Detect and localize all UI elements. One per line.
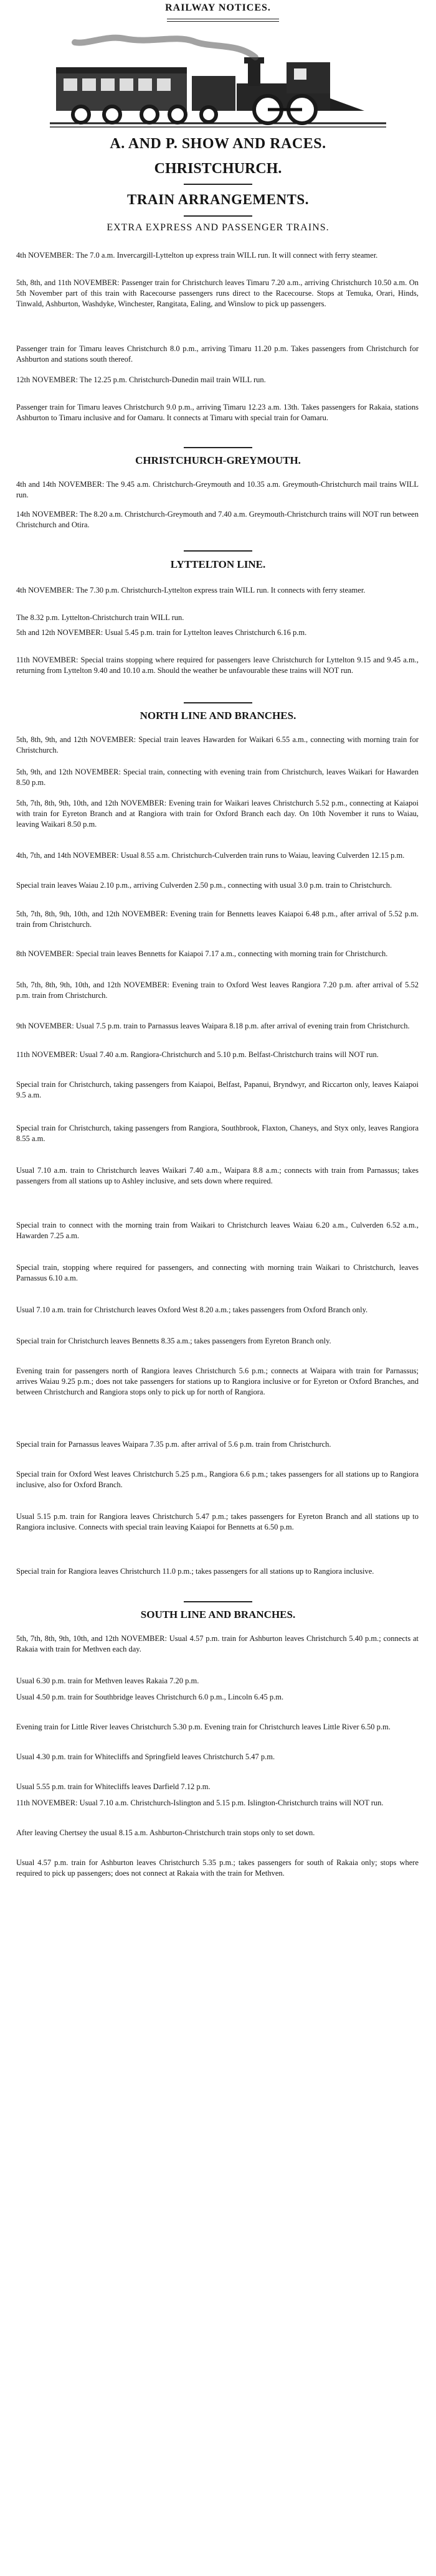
notice-paragraph: The 8.32 p.m. Lyttelton-Christchurch train WILL run. — [16, 613, 184, 622]
notice-paragraph: Special train for Christchurch, taking passengers from Kaiapoi, Belfast, Papanui, Bryndwyr, and Riccarton only, leaves Kaiapoi 9.5 a.m. — [16, 1080, 419, 1100]
notice-paragraph: 8th NOVEMBER: Special train leaves Bennetts for Kaiapoi 7.17 a.m., connecting with morning train for Christchurch. — [16, 949, 388, 958]
notice-paragraph: 4th and 14th NOVEMBER: The 9.45 a.m. Christchurch-Greymouth and 10.35 a.m. Greymouth-Christchurch mail trains WILL run. — [16, 480, 419, 500]
notice-paragraph: Usual 4.30 p.m. train for Whitecliffs and Springfield leaves Christchurch 5.47 p.m. — [16, 1752, 275, 1761]
notice-paragraph: Usual 4.57 p.m. train for Ashburton leaves Christchurch 5.35 p.m.; takes passengers for south of Rakaia only; stops where required to pick up passengers; does not connect at Rakaia with the train for Methven. — [16, 1858, 419, 1878]
notice-paragraph: 4th, 7th, and 14th NOVEMBER: Usual 8.55 a.m. Christchurch-Culverden train runs to Waiau, leaving Culverden 12.15 p.m. — [16, 851, 405, 860]
notice-paragraph: Special train to connect with the morning train from Waikari to Christchurch leaves Waiau 6.20 a.m., Culverden 6.52 a.m., Hawarden 7.25 a.m. — [16, 1221, 419, 1241]
notice-paragraph: 14th NOVEMBER: The 8.20 a.m. Christchurch-Greymouth and 7.40 a.m. Greymouth-Christchurch trains will NOT run between Christchurch and Otira. — [16, 510, 419, 530]
section-south: SOUTH LINE AND BRANCHES. — [140, 1609, 296, 1620]
notice-paragraph: 5th, 8th, and 11th NOVEMBER: Passenger train for Christchurch leaves Timaru 7.20 a.m., arriving Christchurch 10.50 a.m. On 5th November part of this train with Racecourse passengers runs direct to the Racecourse. Stops at Temuka, Orari, Hinds, Tinwald, Ashburton, Washdyke, Winchester, Rangitata, Ealing, and Winslow to pick up passengers. — [16, 278, 419, 309]
steam-train-illustration — [50, 30, 386, 129]
notice-paragraph: Special train for Christchurch leaves Bennetts 8.35 a.m.; takes passengers from Eyreton Branch only. — [16, 1337, 331, 1345]
notice-paragraph: Special train leaves Waiau 2.10 p.m., arriving Culverden 2.50 p.m., connecting with usual 3.0 p.m. train to Christchurch. — [16, 881, 392, 890]
notice-paragraph: 12th NOVEMBER: The 12.25 p.m. Christchurch-Dunedin mail train WILL run. — [16, 375, 266, 384]
notice-paragraph: Special train for Christchurch, taking passengers from Rangiora, Southbrook, Flaxton, Chaneys, and Styx only, leaves Rangiora 8.55 a.m. — [16, 1124, 419, 1144]
notice-paragraph: 11th NOVEMBER: Special trains stopping where required for passengers leave Christchurch for Lyttelton 9.15 and 9.45 a.m., returning from Lyttelton 9.40 and 10.10 a.m. Should the weather be unfavourable these trains will NOT run. — [16, 656, 419, 675]
section-lyttelton: LYTTELTON LINE. — [170, 558, 266, 570]
notice-paragraph: 5th, 7th, 8th, 9th, 10th, and 12th NOVEMBER: Evening train to Oxford West leaves Rangiora 7.20 p.m. after arrival of 5.52 p.m. train from Christchurch. — [16, 980, 419, 1000]
notice-paragraph: Usual 4.50 p.m. train for Southbridge leaves Christchurch 6.0 p.m., Lincoln 6.45 p.m. — [16, 1693, 284, 1701]
notice-paragraph: 5th and 12th NOVEMBER: Usual 5.45 p.m. train for Lyttelton leaves Christchurch 6.16 p.m. — [16, 628, 307, 637]
notice-paragraph: Evening train for passengers north of Rangiora leaves Christchurch 5.6 p.m.; connects at Waipara with train for Parnassus; arrives Waiau 9.25 p.m.; does not take passengers for stations up to Rangiora inclusive or for Eyreton or Oxford Branches, and between Christchurch and Rangiora stops only to pick up for north of Rangiora. — [16, 1366, 419, 1397]
notice-paragraph: 4th NOVEMBER: The 7.30 p.m. Christchurch-Lyttelton express train WILL run. It connects with ferry steamer. — [16, 586, 366, 595]
notice-paragraph: Usual 5.55 p.m. train for Whitecliffs leaves Darfield 7.12 p.m. — [16, 1782, 211, 1791]
notice-paragraph: Usual 6.30 p.m. train for Methven leaves Rakaia 7.20 p.m. — [16, 1676, 199, 1685]
extra-trains-subtitle: EXTRA EXPRESS AND PASSENGER TRAINS. — [107, 222, 329, 233]
notice-paragraph: 5th, 7th, 8th, 9th, 10th, and 12th NOVEMBER: Usual 4.57 p.m. train for Ashburton leaves Christchurch 5.40 p.m.; connects at Rakaia with train for Methven each day. — [16, 1634, 419, 1654]
notice-paragraph: Passenger train for Timaru leaves Christchurch 9.0 p.m., arriving Timaru 12.23 a.m. 13th. Takes passengers for Rakaia, stations Ashburton to Timaru inclusive and for Oamaru. It connects at Timaru with special train for Oamaru. — [16, 403, 419, 423]
notice-paragraph: 9th NOVEMBER: Usual 7.5 p.m. train to Parnassus leaves Waipara 8.18 p.m. after arrival of evening train from Christchurch. — [16, 1022, 410, 1030]
notice-paragraph: Special train for Oxford West leaves Christchurch 5.25 p.m., Rangiora 6.6 p.m.; takes passengers for all stations up to Rangiora inclusive, also for Oxford Branch. — [16, 1470, 419, 1490]
heading-underline-2 — [167, 21, 279, 22]
notice-paragraph: 5th, 8th, 9th, and 12th NOVEMBER: Special train leaves Hawarden for Waikari 6.55 a.m., connecting with morning train for Christchurch. — [16, 735, 419, 755]
notice-paragraph: Evening train for Little River leaves Christchurch 5.30 p.m. Evening train for Christchurch leaves Little River 6.50 p.m. — [16, 1723, 391, 1731]
railway-notices-heading: RAILWAY NOTICES. — [165, 2, 271, 13]
train-arrangements-title: TRAIN ARRANGEMENTS. — [127, 192, 309, 207]
notice-paragraph: 11th NOVEMBER: Usual 7.40 a.m. Rangiora-Christchurch and 5.10 p.m. Belfast-Christchurch trains will NOT run. — [16, 1050, 379, 1059]
notice-paragraph: 5th, 7th, 8th, 9th, 10th, and 12th NOVEMBER: Evening train for Bennetts leaves Kaiapoi 6.48 p.m., after arrival of 5.52 p.m. train from Christchurch. — [16, 910, 419, 929]
notice-paragraph: Usual 7.10 a.m. train for Christchurch leaves Oxford West 8.20 a.m.; takes passengers from Oxford Branch only. — [16, 1305, 368, 1314]
christchurch-title: CHRISTCHURCH. — [154, 161, 282, 177]
notice-paragraph: Special train for Rangiora leaves Christchurch 11.0 p.m.; takes passengers for all stations up to Rangiora inclusive. — [16, 1567, 374, 1576]
section-greymouth: CHRISTCHURCH-GREYMOUTH. — [135, 454, 301, 466]
notice-paragraph: Usual 5.15 p.m. train for Rangiora leaves Christchurch 5.47 p.m.; takes passengers for Eyreton Branch and all stations up to Rangiora inclusive. Connects with special train leaving Kaiapoi for Bennetts at 6.50 p.m. — [16, 1512, 419, 1532]
notice-paragraph: 5th, 7th, 8th, 9th, 10th, and 12th NOVEMBER: Evening train for Waikari leaves Christchurch 5.52 p.m., connecting at Kaiapoi with train for Eyreton Branch and at Rangiora with train for Oxford Branch each day. On 10th November it runs to Waiau, leaving Waikari 8.50 p.m. — [16, 799, 419, 829]
notice-paragraph: Passenger train for Timaru leaves Christchurch 8.0 p.m., arriving Timaru 11.20 p.m. Takes passengers from Christchurch for Ashburton and stations south thereof. — [16, 344, 419, 364]
notice-paragraph: Usual 7.10 a.m. train to Christchurch leaves Waikari 7.40 a.m., Waipara 8.8 a.m.; connects with train from Parnassus; takes passengers from all stations up to Ashley inclusive, and sets down where required. — [16, 1166, 419, 1186]
show-races-title: A. AND P. SHOW AND RACES. — [110, 136, 326, 152]
notice-paragraph: Special train, stopping where required for passengers, and connecting with morning train Waikari to Christchurch, leaves Parnassus 6.10 a.m. — [16, 1263, 419, 1283]
section-north: NORTH LINE AND BRANCHES. — [140, 710, 296, 722]
notice-paragraph: 4th NOVEMBER: The 7.0 a.m. Invercargill-Lyttelton up express train WILL run. It will connect with ferry steamer. — [16, 251, 378, 260]
notice-paragraph: 11th NOVEMBER: Usual 7.10 a.m. Christchurch-Islington and 5.15 p.m. Islington-Christchurch trains will NOT run. — [16, 1798, 384, 1807]
notice-paragraph: After leaving Chertsey the usual 8.15 a.m. Ashburton-Christchurch train stops only to set down. — [16, 1828, 315, 1837]
notice-paragraph: Special train for Parnassus leaves Waipara 7.35 p.m. after arrival of 5.6 p.m. train from Christchurch. — [16, 1440, 331, 1449]
notice-paragraph: 5th, 9th, and 12th NOVEMBER: Special train, connecting with evening train from Christchurch, leaves Waikari for Hawarden 8.50 p.m. — [16, 768, 419, 787]
